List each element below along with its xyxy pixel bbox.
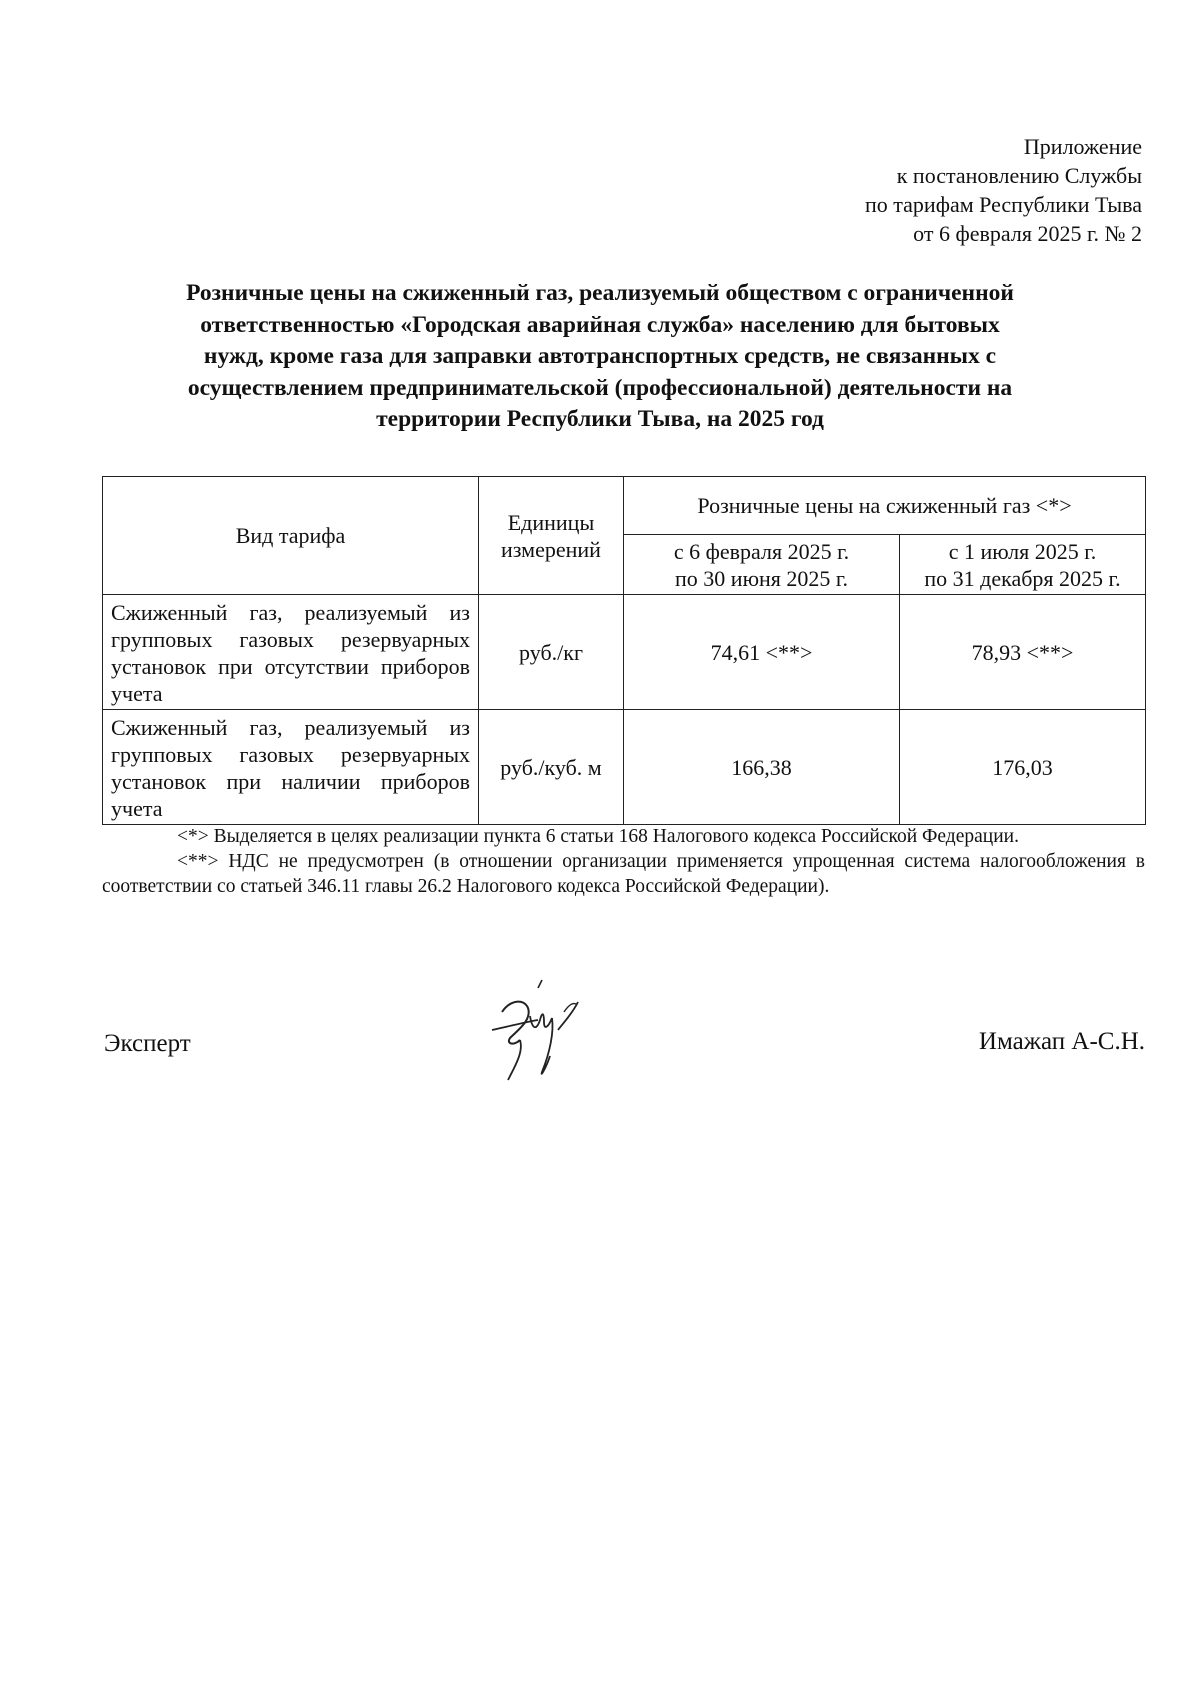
header-period-line: по 31 декабря 2025 г. (924, 565, 1121, 591)
title-line: ответственностью «Городская аварийная служба» населению для бытовых (200, 311, 1000, 338)
row-price-period-1: 166,38 (624, 710, 900, 825)
row-price-period-1: 74,61 <**> (624, 595, 900, 710)
header-period-line: с 6 февраля 2025 г. (673, 538, 850, 564)
appendix-line: от 6 февраля 2025 г. № 2 (913, 221, 1142, 246)
row-price-period-2: 78,93 <**> (900, 595, 1146, 710)
appendix-line: Приложение (1023, 134, 1142, 159)
footnote: <*> Выделяется в целях реализации пункта 6 статьи 168 Налогового кодекса Российской Федерации. (177, 826, 1019, 847)
signer-name: Имажап А-С.Н. (978, 1028, 1145, 1055)
table-row (103, 710, 1146, 825)
footnote: <**> НДС не предусмотрен (в отношении организации применяется упрощенная система налогообложения в соответствии со статьей 346.11 главы 26.2 Налогового кодекса Российской Федерации). (102, 851, 1145, 897)
header-units-line: Единицы (507, 509, 595, 535)
tariff-table (102, 476, 1146, 825)
appendix-line: по тарифам Республики Тыва (865, 192, 1142, 217)
title-line: Розничные цены на сжиженный газ, реализуемый обществом с ограниченной (186, 280, 1014, 306)
header-units-line: измерений (501, 536, 601, 562)
appendix-block (865, 132, 1142, 248)
appendix-line: к постановлению Службы (896, 163, 1142, 188)
title-line: территории Республики Тыва, на 2025 год (376, 406, 824, 432)
table-header-row (103, 477, 1146, 535)
row-unit: руб./кг (479, 595, 624, 710)
row-tariff-name: Сжиженный газ, реализуемый из групповых газовых резервуарных установок при наличии приборов учета (103, 710, 479, 825)
header-prices-group: Розничные цены на сжиженный газ <*> (624, 477, 1146, 535)
header-period-line: по 30 июня 2025 г. (675, 565, 848, 591)
signer-position: Эксперт (104, 1030, 191, 1057)
header-period-line: с 1 июля 2025 г. (948, 538, 1097, 564)
row-tariff-name: Сжиженный газ, реализуемый из групповых газовых резервуарных установок при отсутствии приборов учета (103, 595, 479, 710)
row-unit: руб./куб. м (479, 710, 624, 825)
handwritten-signature (480, 972, 600, 1092)
header-period-2 (900, 535, 1146, 595)
table-row (103, 595, 1146, 710)
document-title (80, 278, 1120, 436)
header-tariff-type: Вид тарифа (103, 477, 479, 595)
footnotes (102, 824, 1145, 899)
row-price-period-2: 176,03 (900, 710, 1146, 825)
header-units (479, 477, 624, 595)
title-line: осуществлением предпринимательской (профессиональной) деятельности на (187, 374, 1013, 401)
header-period-1 (624, 535, 900, 595)
title-line: нужд, кроме газа для заправки автотранспортных средств, не связанных с (203, 343, 997, 369)
